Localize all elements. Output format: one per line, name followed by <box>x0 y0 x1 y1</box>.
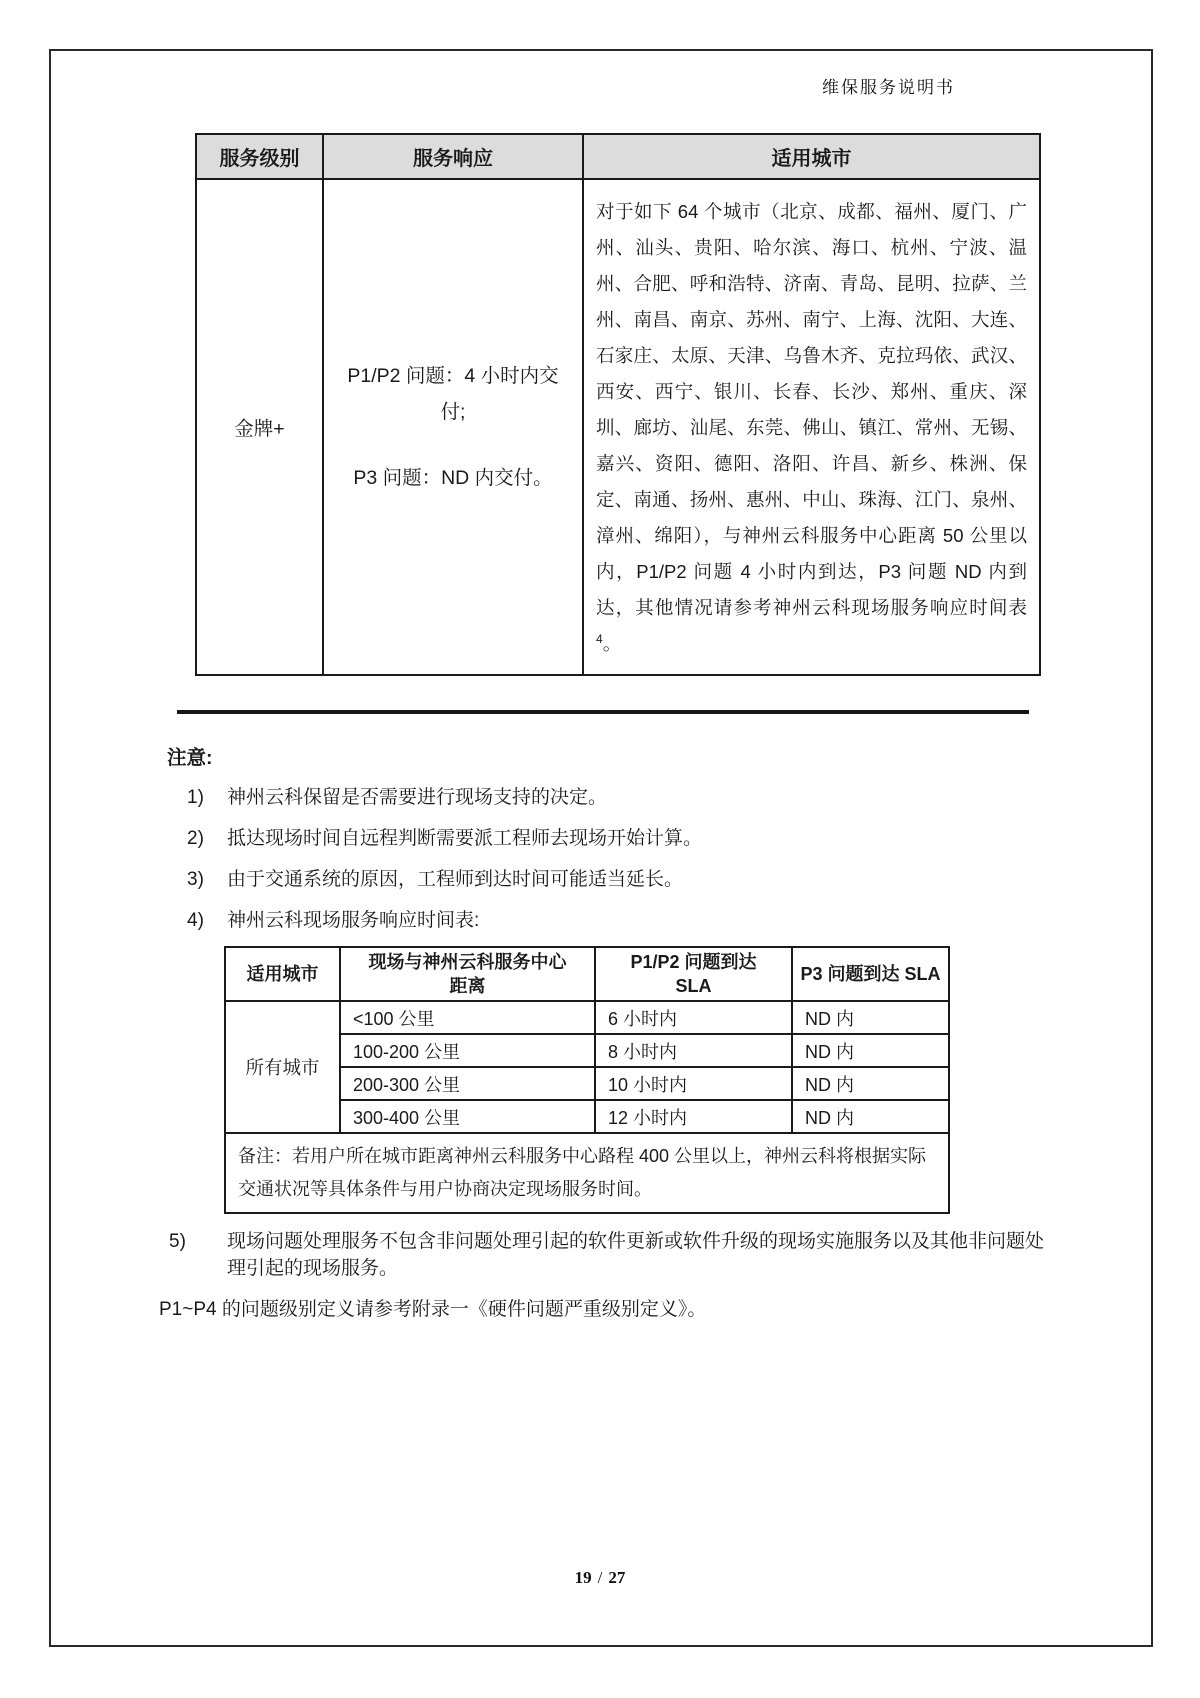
sla-table-row-1 <box>225 1001 949 1034</box>
sla-table-remark-row <box>225 1133 949 1213</box>
service-level-table-header-row <box>196 134 1040 179</box>
sla-col-header-distance-line2: 距离 <box>449 976 486 996</box>
note-item-text: 神州云科保留是否需要进行现场支持的决定。 <box>227 787 608 808</box>
sla-p1p2-cell: 6 小时内 <box>595 1001 792 1034</box>
sla-distance-cell: 100-200 公里 <box>340 1034 595 1067</box>
col-header-service-response: 服务响应 <box>323 134 583 179</box>
note-item-4 <box>167 907 1044 934</box>
service-level-cell: 金牌+ <box>196 179 323 675</box>
note-item-3 <box>167 866 1044 893</box>
note-item-text: 由于交通系统的原因，工程师到达时间可能适当延长。 <box>227 869 684 890</box>
sla-col-header-p1p2-line1: P1/P2 问题到达 <box>630 952 757 972</box>
note-item-5 <box>167 1228 1044 1282</box>
sla-p1p2-cell: 10 小时内 <box>595 1067 792 1100</box>
sla-col-header-p1p2 <box>595 947 792 1001</box>
sla-distance-cell: 200-300 公里 <box>340 1067 595 1100</box>
onsite-response-time-table <box>224 946 950 1214</box>
page-content <box>159 133 1045 1323</box>
cities-text-end: 。 <box>602 633 622 654</box>
sla-col-header-distance-line1: 现场与神州云科服务中心 <box>368 952 567 972</box>
service-response-cell <box>323 179 583 675</box>
note-item-text: 抵达现场时间自远程判断需要派工程师去现场开始计算。 <box>227 828 703 849</box>
footnote-marker: 4 <box>596 631 603 646</box>
col-header-service-level: 服务级别 <box>196 134 323 179</box>
note-item-2 <box>167 825 1044 852</box>
note-item-number: 2) <box>187 828 204 849</box>
note-item-text: 神州云科现场服务响应时间表: <box>227 910 480 931</box>
note-item-number: 5) <box>169 1231 186 1252</box>
sla-col-header-p3: P3 问题到达 SLA <box>792 947 949 1001</box>
doc-header-title: 维保服务说明书 <box>822 78 955 97</box>
applicable-cities-cell <box>583 179 1040 675</box>
cities-text: 对于如下 64 个城市（北京、成都、福州、厦门、广州、汕头、贵阳、哈尔滨、海口、杭州、宁波、温州、合肥、呼和浩特、济南、青岛、昆明、拉萨、兰州、南昌、南京、苏州、南宁、上海、沈阳、大连、石家庄、太原、天津、乌鲁木齐、克拉玛依、武汉、西安、西宁、银川、长春、长沙、郑州、重庆、深圳、廊坊、汕尾、东莞、佛山、镇江、常州、无锡、嘉兴、资阳、德阳、洛阳、许昌、新乡、株洲、保定、南通、扬州、惠州、中山、珠海、江门、泉州、漳州、绵阳），与神州云科服务中心距离 50 公里以内，P1/P2 问题 4 小时内到达，P3 问题 ND 内到达，其他情况请参考神州云科现场服务响应时间表 <box>596 201 1027 618</box>
note-item-number: 3) <box>187 869 204 890</box>
response-p1p2: P1/P2 问题：4 小时内交付; <box>347 365 559 423</box>
sla-city-scope-cell: 所有城市 <box>225 1001 340 1133</box>
page-number-separator: / <box>597 1568 603 1587</box>
notes-title: 注意: <box>167 747 213 769</box>
sla-remark-cell: 备注：若用户所在城市距离神州云科服务中心路程 400 公里以上，神州云科将根据实际交通状况等具体条件与用户协商决定现场服务时间。 <box>225 1133 949 1213</box>
sla-col-header-distance <box>340 947 595 1001</box>
col-header-applicable-cities: 适用城市 <box>583 134 1040 179</box>
sla-distance-cell: <100 公里 <box>340 1001 595 1034</box>
service-level-table <box>195 133 1041 676</box>
note-item-number: 4) <box>187 910 204 931</box>
page-border <box>49 49 1153 1647</box>
sla-distance-cell: 300-400 公里 <box>340 1100 595 1133</box>
sla-p3-cell: ND 内 <box>792 1100 949 1133</box>
closing-reference-line: P1~P4 的问题级别定义请参考附录一《硬件问题严重级别定义》。 <box>159 1299 707 1320</box>
sla-p3-cell: ND 内 <box>792 1067 949 1100</box>
section-divider <box>177 710 1029 714</box>
note-item-1 <box>167 784 1044 811</box>
sla-p3-cell: ND 内 <box>792 1001 949 1034</box>
sla-p1p2-cell: 12 小时内 <box>595 1100 792 1133</box>
table-row-gold-plus <box>196 179 1040 675</box>
note-item-number: 1) <box>187 787 204 808</box>
sla-col-header-p1p2-line2: SLA <box>675 976 712 996</box>
sla-p3-cell: ND 内 <box>792 1034 949 1067</box>
page-number <box>0 1568 1200 1588</box>
sla-col-header-city: 适用城市 <box>225 947 340 1001</box>
sla-p1p2-cell: 8 小时内 <box>595 1034 792 1067</box>
note-item-text: 现场问题处理服务不包含非问题处理引起的软件更新或软件升级的现场实施服务以及其他非问题处理引起的现场服务。 <box>227 1231 1045 1279</box>
response-p3: P3 问题：ND 内交付。 <box>353 467 553 489</box>
page-number-current: 19 <box>574 1568 592 1587</box>
sla-table-header-row <box>225 947 949 1001</box>
page-number-total: 27 <box>608 1568 626 1587</box>
